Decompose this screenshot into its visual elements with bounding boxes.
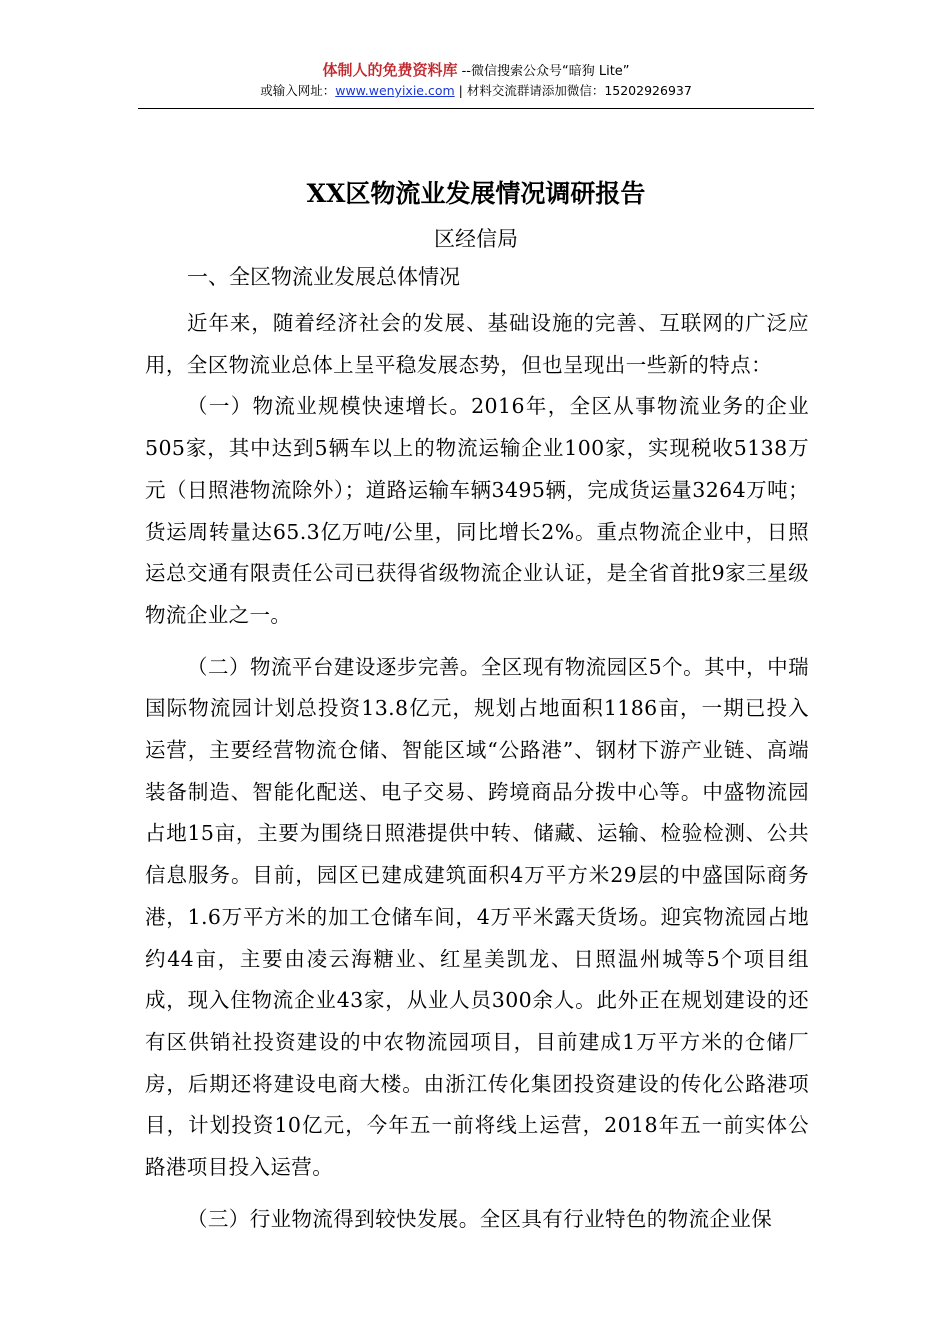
paragraph-platform: （二）物流平台建设逐步完善。全区现有物流园区5个。其中，中瑞国际物流园计划总投资13.8亿元，规划占地面积1186亩，一期已投入运营，主要经营物流仓储、智能区域“公路港”、钢材下游产业链、高端装备制造、智能化配送、电子交易、跨境商品分拨中心等。中盛物流园占地15亩，主要为围绕日照港提供中转、储藏、运输、检验检测、公共信息服务。目前，园区已建成建筑面积4万平方米29层的中盛国际商务港，1.6万平方米的加工仓储车间，4万平米露天货场。迎宾物流园占地约44亩，主要由凌云海糖业、红星美凯龙、日照温州城等5个项目组成，现入住物流企业43家，从业人员300余人。此外正在规划建设的还有区供销社投资建设的中农物流园项目，目前建成1万平方米的仓储厂房，后期还将建设电商大楼。由浙江传化集团投资建设的传化公路港项目，计划投资10亿元，今年五一前将线上运营，2018年五一前实体公路港项目投入运营。 — [145, 654, 809, 1180]
header-divider — [138, 108, 814, 109]
paragraph-scale: （一）物流业规模快速增长。2016年，全区从事物流业务的企业505家，其中达到5辆车以上的物流运输企业100家，实现税收5138万元（日照港物流除外）；道路运输车辆3495辆，完成货运量3264万吨；货运周转量达65.3亿万吨/公里，同比增长2%。重点物流企业中，日照运总交通有限责任公司已获得省级物流企业认证，是全省首批9家三星级物流企业之一。 — [145, 394, 809, 627]
document-author: 区经信局 — [434, 227, 518, 251]
paragraph-intro: 近年来，随着经济社会的发展、基础设施的完善、互联网的广泛应用，全区物流业总体上呈平稳发展态势，但也呈现出一些新的特点： — [145, 311, 809, 377]
header-line-url — [138, 82, 814, 100]
header-line-brand — [138, 60, 814, 82]
header-contact: | 材料交流群请添加微信：15202926937 — [454, 83, 692, 98]
document-title: XX区物流业发展情况调研报告 — [306, 179, 646, 208]
header-tagline: --微信搜索公众号“暗狗 Lite” — [457, 64, 630, 79]
paragraph-industry: （三）行业物流得到较快发展。全区具有行业特色的物流企业保 — [187, 1206, 773, 1231]
document-body — [145, 303, 809, 1240]
section-heading: 一、全区物流业发展总体情况 — [187, 265, 460, 289]
header-url-link[interactable]: www.wenyixie.com — [335, 83, 455, 98]
header-url-prefix: 或输入网址： — [260, 83, 336, 98]
page-header — [138, 60, 814, 100]
header-brand: 体制人的免费资料库 — [322, 61, 458, 79]
